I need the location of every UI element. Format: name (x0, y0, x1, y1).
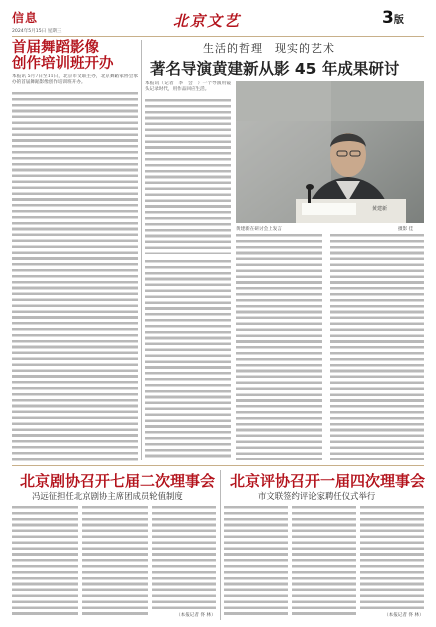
speaker-photo-art (236, 81, 424, 223)
story-main-col2-body (236, 234, 322, 460)
story-main-col1-body (145, 99, 231, 254)
bl-col2-body (82, 506, 148, 618)
masthead-rule (12, 36, 424, 37)
bl-byline: （本报记者 佟 林） (176, 613, 216, 618)
main-headline: 著名导演黄建新从影 45 年成果研讨 (150, 60, 400, 78)
story-left-body (12, 92, 138, 462)
bottom-divider (220, 470, 221, 620)
page-number-suffix: 版 (393, 15, 404, 26)
bl-subhead: 冯远征担任北京剧协主席团成员轮值制度 (32, 491, 183, 501)
column-divider (141, 40, 142, 460)
photo-caption: 黄建新在研讨会上发言 (236, 227, 282, 232)
br-col1-body (224, 506, 288, 618)
date-line: 2024年5月15日 星期三 (12, 29, 62, 34)
story-main-lead: 本报讯（记者 李 会 ）一个导演用镜头记录时代，用作品回应生活。 (145, 81, 231, 92)
br-subhead: 市文联签约评论家聘任仪式举行 (258, 491, 376, 501)
page-number-digit: 3 (382, 8, 394, 28)
page-number (382, 8, 404, 28)
headline-left-1: 首届舞蹈影像 (12, 40, 99, 56)
speaker-photo (236, 81, 424, 223)
newspaper-logo: 北京文艺 (173, 12, 242, 30)
photo-credit: 摄影 佳 (398, 227, 414, 232)
section-rule (12, 465, 424, 466)
bl-col3-body (152, 506, 216, 612)
br-col3-body (360, 506, 424, 612)
main-kicker: 生活的哲理 现实的艺术 (203, 42, 335, 55)
story-main-col1-lower (145, 260, 231, 460)
bl-col1-body (12, 506, 78, 618)
br-headline: 北京评协召开一届四次理事会 (230, 472, 426, 490)
headline-left-2: 创作培训班开办 (12, 56, 114, 72)
br-byline: （本报记者 佟 林） (384, 613, 424, 618)
section-label: 信息 (12, 11, 39, 25)
br-col2-body (292, 506, 356, 618)
lectern-sign: 黄建新 (372, 206, 388, 212)
story-main-col3-body (330, 234, 424, 460)
story-left-lead: 本报讯 5月7日至11日，北京市文联主办，北京舞蹈家协会承办的首届舞蹈影像创作培训班开办。 (12, 74, 138, 85)
bl-headline: 北京剧协召开七届二次理事会 (20, 472, 216, 490)
